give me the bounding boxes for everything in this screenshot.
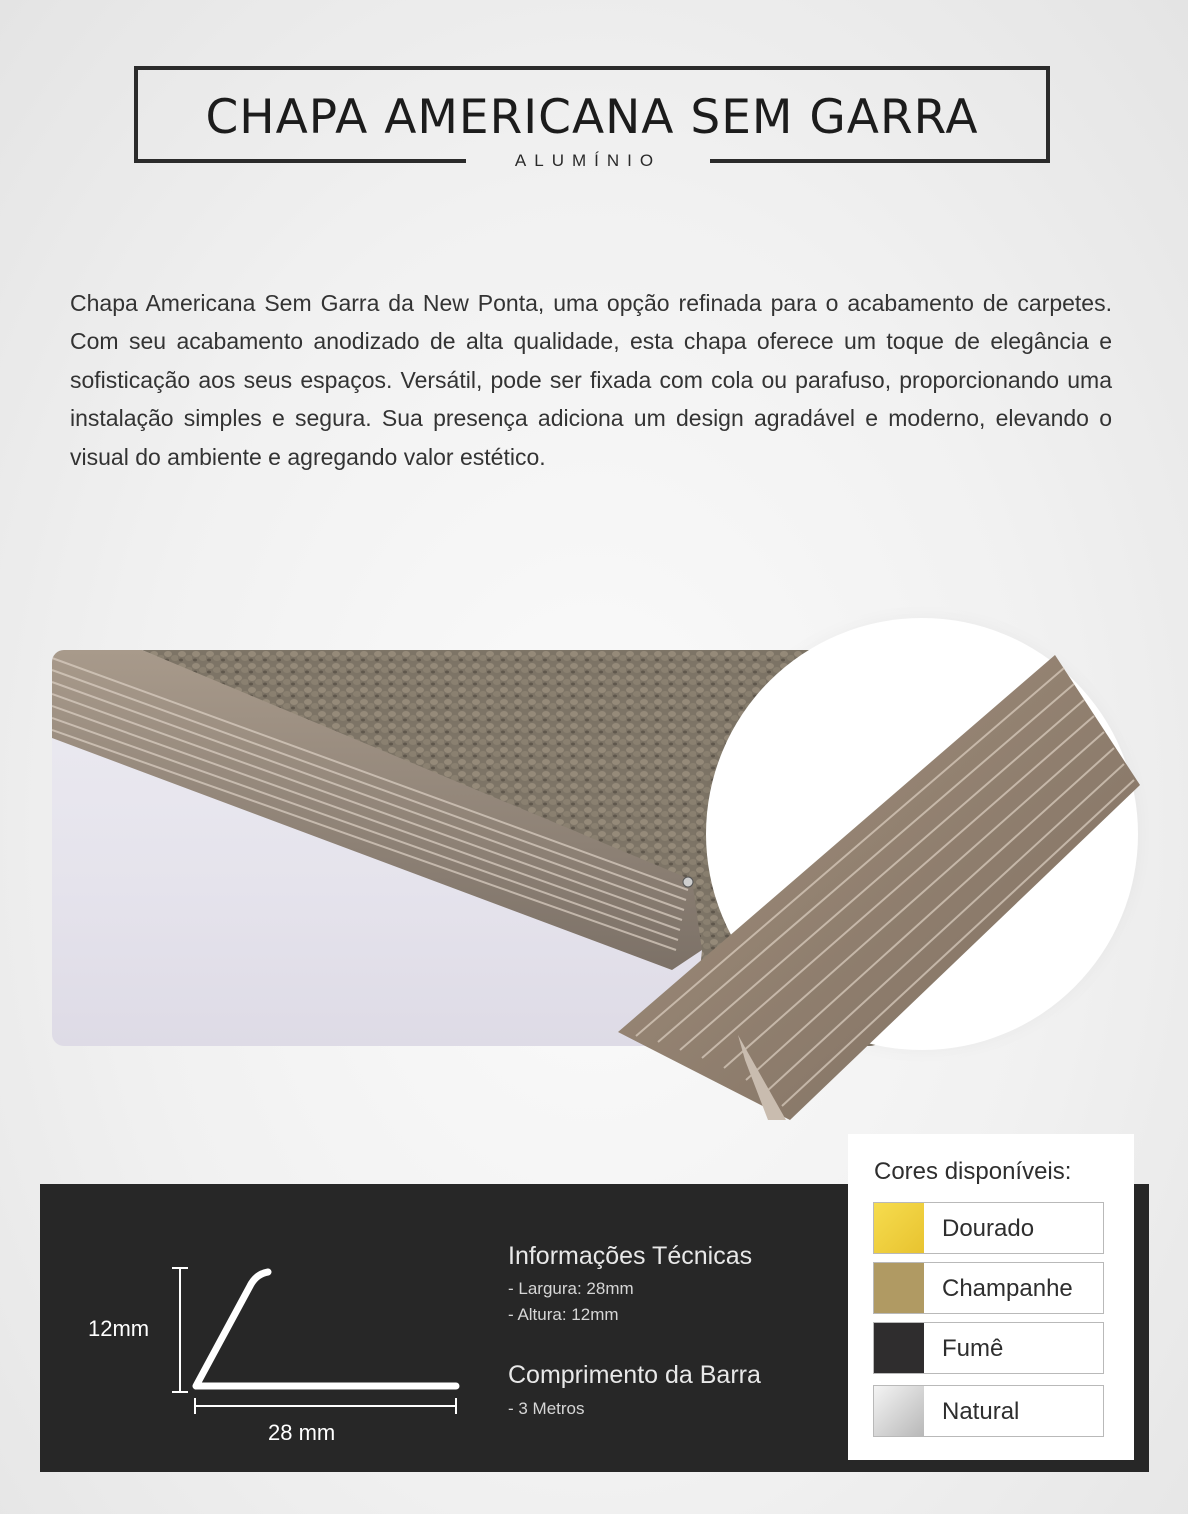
- page-subtitle: ALUMÍNIO: [514, 151, 662, 170]
- natural-swatch: [874, 1386, 924, 1436]
- title-frame: [134, 66, 1050, 163]
- color-option-fume: [873, 1322, 1104, 1374]
- colors-title: Cores disponíveis:: [874, 1158, 1072, 1185]
- color-name: Champanhe: [942, 1275, 1073, 1302]
- dourado-swatch: [874, 1203, 924, 1253]
- champanhe-swatch: [874, 1263, 924, 1313]
- color-option-natural: [873, 1385, 1104, 1437]
- color-option-champanhe: [873, 1262, 1104, 1314]
- product-description: Chapa Americana Sem Garra da New Ponta, uma opção refinada para o acabamento de carpetes. Com seu acabamento anodizado de alta qualidade, esta chapa oferece um toque de elegância e sofisticação aos seus espaços. Versátil, pode ser fixada com cola ou parafuso, proporcionando uma instalação simples e segura. Sua presença adiciona um design agradável e moderno, elevando o visual do ambiente e agregando valor estético.: [70, 290, 1112, 470]
- color-name: Fumê: [942, 1335, 1004, 1362]
- color-option-dourado: [873, 1202, 1104, 1254]
- fume-swatch: [874, 1323, 924, 1373]
- profile-close-up: [600, 640, 1160, 1130]
- profile-diagram: [80, 1262, 470, 1422]
- page-title: CHAPA AMERICANA SEM GARRA: [205, 90, 979, 145]
- color-name: Natural: [942, 1398, 1020, 1425]
- height-dimension-label: 12mm: [88, 1316, 150, 1341]
- bar-length-title: Comprimento da Barra: [508, 1361, 761, 1389]
- spec-width: - Largura: 28mm: [508, 1279, 634, 1298]
- color-name: Dourado: [942, 1215, 1035, 1242]
- technical-info-title: Informações Técnicas: [508, 1242, 753, 1270]
- spec-height: - Altura: 12mm: [508, 1305, 619, 1324]
- width-dimension-label: 28 mm: [268, 1420, 336, 1445]
- bar-length-value: - 3 Metros: [508, 1399, 585, 1418]
